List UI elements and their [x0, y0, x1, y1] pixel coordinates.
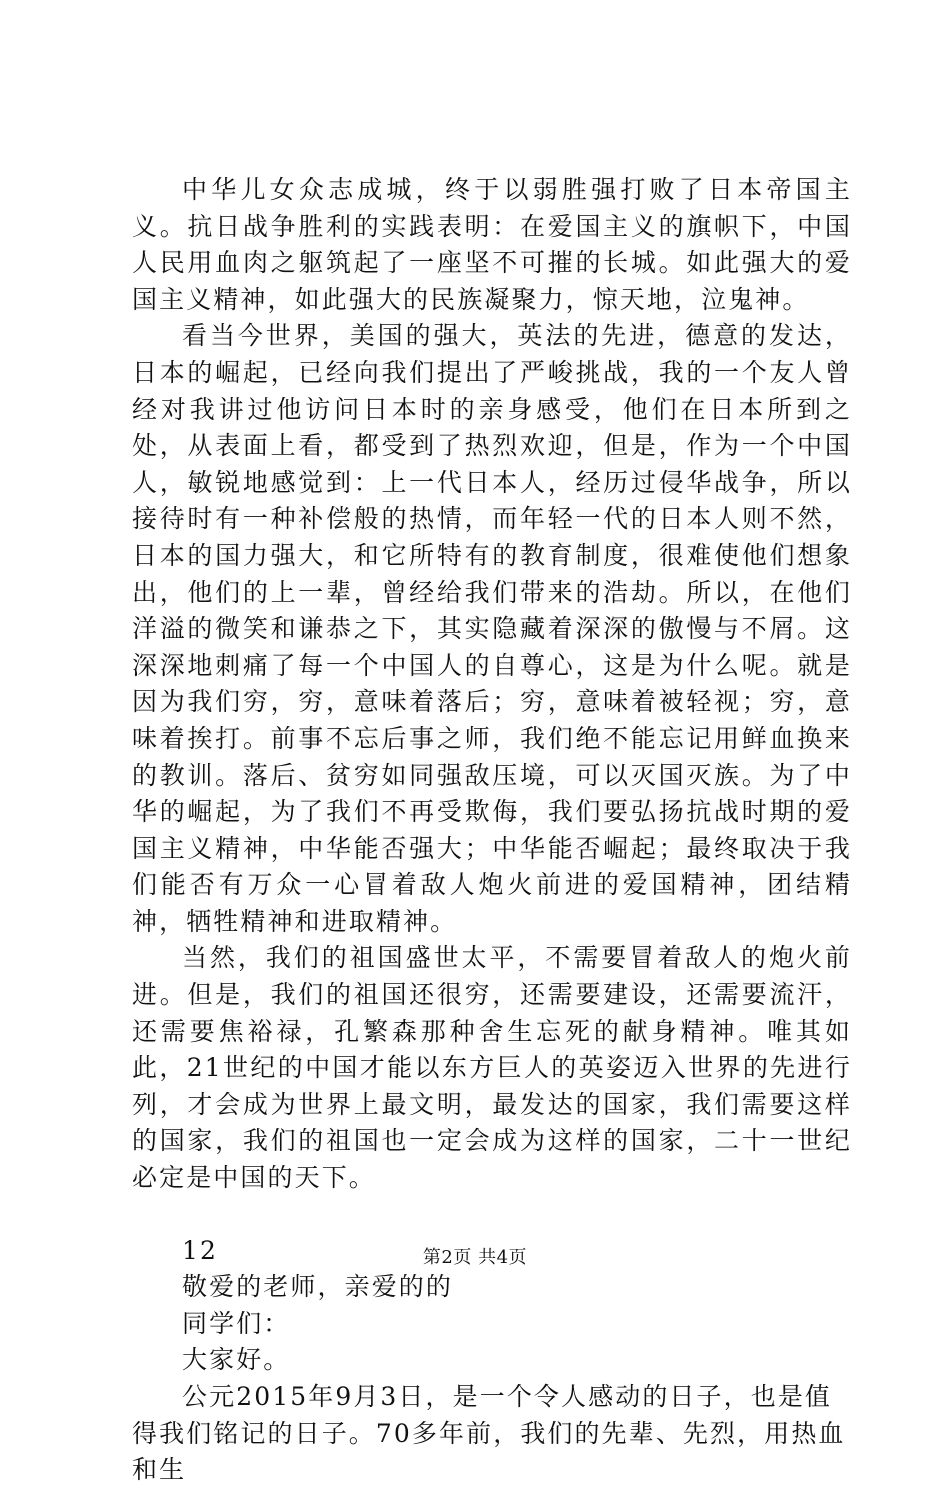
- page-footer: 第2页 共4页: [422, 1247, 528, 1268]
- salutation-line-1: 敬爱的老师，亲爱的的: [182, 1272, 454, 1302]
- greeting: 大家好。: [182, 1345, 291, 1375]
- document-body: [132, 172, 852, 1489]
- paragraph-4: 公元2015年9月3日，是一个令人感动的日子，也是值得我们铭记的日子。70多年前，我们的先辈、先烈，用热血和生: [132, 1382, 846, 1485]
- paragraph-1: 中华儿女众志成城，终于以弱胜强打败了日本帝国主义。抗日战争胜利的实践表明：在爱国主义的旗帜下，中国人民用血肉之躯筑起了一座坚不可摧的长城。如此强大的爱国主义精神，如此强大的民族凝聚力，惊天地，泣鬼神。: [132, 175, 852, 314]
- paragraph-2: 看当今世界，美国的强大，英法的先进，德意的发达，日本的崛起，已经向我们提出了严峻挑战，我的一个友人曾经对我讲过他访问日本时的亲身感受，他们在日本所到之处，从表面上看，都受到了热烈欢迎，但是，作为一个中国人，敏锐地感觉到：上一代日本人，经历过侵华战争，所以接待时有一种补偿般的热情，而年轻一代的日本人则不然，日本的国力强大，和它所特有的教育制度，很难使他们想象出，他们的上一辈，曾经给我们带来的浩劫。所以，在他们洋溢的微笑和谦恭之下，其实隐藏着深深的傲慢与不屑。这深深地刺痛了每一个中国人的自尊心，这是为什么呢。就是因为我们穷，穷，意味着落后；穷，意味着被轻视；穷，意味着挨打。前事不忘后事之师，我们绝不能忘记用鲜血换来的教训。落后、贫穷如同强敌压境，可以灭国灭族。为了中华的崛起，为了我们不再受欺侮，我们要弘扬抗战时期的爱国主义精神，中华能否强大；中华能否崛起；最终取决于我们能否有万众一心冒着敌人炮火前进的爱国精神，团结精神，牺牲精神和进取精神。: [132, 321, 852, 936]
- section-number: 12: [182, 1235, 219, 1265]
- section-spacer: [132, 1197, 852, 1233]
- salutation-line-2: 同学们：: [182, 1308, 291, 1338]
- paragraph-3: 当然，我们的祖国盛世太平，不需要冒着敌人的炮火前进。但是，我们的祖国还很穷，还需要建设，还需要流汗，还需要焦裕禄，孔繁森那种舍生忘死的献身精神。唯其如此，21世纪的中国才能以东方巨人的英姿迈入世界的先进行列，才会成为世界上最文明，最发达的国家，我们需要这样的国家，我们的祖国也一定会成为这样的国家，二十一世纪必定是中国的天下。: [132, 943, 852, 1193]
